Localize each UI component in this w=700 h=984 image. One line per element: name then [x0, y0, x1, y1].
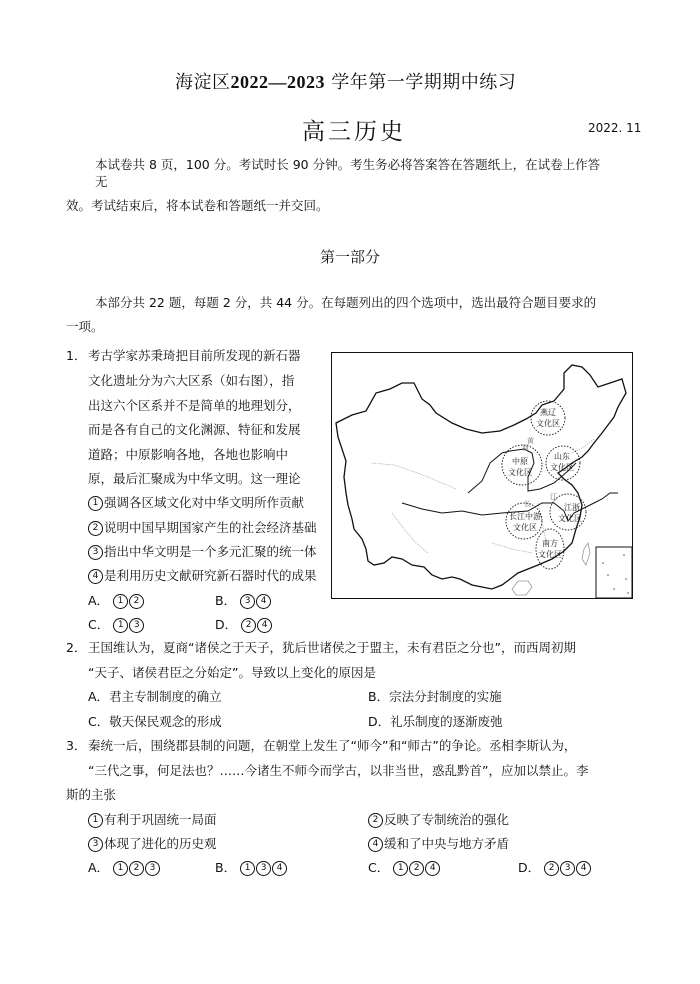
question-1-line: 而是各有自己的文化渊源、特征和发展: [88, 422, 301, 437]
choice-letter: A．: [88, 593, 110, 608]
circled-number: 1: [113, 594, 128, 609]
circled-number: 2: [241, 618, 256, 633]
choice-a[interactable]: [88, 687, 222, 705]
zone-label: 文化区: [558, 514, 582, 523]
exam-title-term: 学年第一学期期中练习: [325, 72, 517, 93]
instructions-line-3: 效。考试结束后，将本试卷和答题纸一并交回。: [66, 198, 329, 213]
circled-number: 4: [272, 861, 287, 876]
circled-number: 4: [256, 594, 271, 609]
circled-number: 3: [256, 861, 271, 876]
china-culture-zones-map: [331, 352, 633, 599]
circled-number: 3: [240, 594, 255, 609]
choice-text: 敬天保民观念的形成: [109, 714, 222, 729]
zone-label: 燕辽: [540, 408, 556, 417]
question-2-line: 王国维认为，夏商“诸侯之于天子，犹后世诸侯之于盟主，未有君臣之分也”，而西周初期: [88, 640, 576, 655]
statement-text: 反映了专制统治的强化: [384, 812, 510, 827]
zone-yanliao: [531, 401, 565, 435]
section-title: 第一部分: [320, 248, 381, 266]
statement-text: 有利于巩固统一局面: [104, 812, 217, 827]
statement-text: 缓和了中央与地方矛盾: [384, 836, 510, 851]
zone-label: 文化区: [513, 523, 537, 532]
statement-3: [88, 834, 217, 852]
circled-number: 1: [393, 861, 408, 876]
choice-letter: C．: [88, 617, 110, 632]
circled-number: 4: [368, 837, 383, 852]
choice-letter: D．: [215, 617, 238, 632]
choice-c[interactable]: [88, 712, 222, 730]
choice-text: 宗法分封制度的实施: [389, 689, 502, 704]
circled-number: 4: [257, 618, 272, 633]
choice-d[interactable]: [518, 858, 592, 876]
statement-1: [88, 493, 304, 511]
circled-number: 2: [409, 861, 424, 876]
section-intro-line-1: 本部分共 22 题，每题 2 分，共 44 分。在每题列出的四个选项中，选出最符合题目要求的: [95, 295, 597, 310]
choice-b[interactable]: [215, 858, 288, 876]
zone-nanfang: [536, 529, 564, 569]
statement-text: 体现了进化的历史观: [104, 836, 217, 851]
choice-letter: A．: [88, 689, 110, 704]
statement-4: [368, 834, 509, 852]
zone-label: 文化区: [536, 419, 560, 428]
choice-a[interactable]: [88, 858, 161, 876]
circled-number: 1: [88, 813, 103, 828]
circled-number: 2: [129, 861, 144, 876]
question-number: 1．: [66, 348, 87, 363]
circled-number: 3: [88, 837, 103, 852]
zone-label: 南方: [542, 539, 558, 548]
question-3-line: 秦统一后，围绕郡县制的问题，在朝堂上发生了“师今”和“师古”的争论。丞相李斯认为，: [88, 738, 577, 753]
circled-number: 1: [88, 496, 103, 511]
statement-text: 强调各区域文化对中华文明所作贡献: [104, 495, 305, 510]
circled-number: 3: [145, 861, 160, 876]
exam-title: [175, 68, 516, 94]
circled-number: 4: [88, 569, 103, 584]
question-1-line: 考古学家苏秉琦把目前所发现的新石器: [88, 348, 301, 363]
zone-label: 中原: [512, 457, 528, 466]
river-label: 江: [550, 493, 557, 501]
choice-letter: B．: [368, 689, 390, 704]
choice-d[interactable]: [368, 712, 503, 730]
statement-text: 是利用历史文献研究新石器时代的成果: [104, 568, 317, 583]
river-label: 黄: [527, 437, 534, 445]
circled-number: 1: [240, 861, 255, 876]
choice-letter: A．: [88, 860, 110, 875]
question-1-line: 出这六个区系并不是简单的地理划分，: [88, 398, 301, 413]
choice-letter: D．: [368, 714, 391, 729]
instructions-line-1: 本试卷共 8 页，100 分。考试时长 90 分钟。考生务必将答案答在答题纸上，在试卷上作答: [95, 157, 601, 172]
river-label: 长: [524, 500, 531, 508]
choice-letter: B．: [215, 860, 237, 875]
instructions-line-2: 无: [95, 174, 108, 189]
choice-b[interactable]: [368, 687, 502, 705]
question-1-line: 道路；中原影响各地，各地也影响中: [88, 447, 289, 462]
zone-label: 山东: [554, 452, 570, 461]
circled-number: 2: [544, 861, 559, 876]
map-svg: [332, 353, 632, 598]
choice-b[interactable]: [215, 591, 272, 609]
choice-letter: C．: [368, 860, 390, 875]
circled-number: 3: [129, 618, 144, 633]
statement-2: [88, 518, 317, 536]
circled-number: 1: [113, 618, 128, 633]
zone-label: 长江中游: [509, 512, 541, 521]
question-3-line: “三代之事，何足法也？……今诸生不师今而学古，以非当世，惑乱黔首”，应加以禁止。李: [88, 763, 589, 778]
circled-number: 2: [368, 813, 383, 828]
question-1-line: 文化遗址分为六大区系（如右图），指: [88, 373, 295, 388]
south-china-sea-inset: [596, 547, 632, 598]
zone-changjiang-zhongyou: [506, 503, 542, 539]
choice-d[interactable]: [215, 615, 273, 633]
choice-c[interactable]: [368, 858, 441, 876]
circled-number: 2: [88, 521, 103, 536]
circled-number: 1: [113, 861, 128, 876]
circled-number: 4: [576, 861, 591, 876]
choice-text: 君主专制制度的确立: [109, 689, 222, 704]
question-number: 3．: [66, 738, 87, 753]
zone-label: 文化区: [538, 550, 562, 559]
choice-text: 礼乐制度的逐渐废弛: [390, 714, 503, 729]
taiwan-island: [582, 543, 590, 565]
choice-letter: B．: [215, 593, 237, 608]
statement-3: [88, 542, 317, 560]
circled-number: 3: [88, 545, 103, 560]
question-1-line: 原，最后汇聚成为中华文明。这一理论: [88, 471, 301, 486]
choice-letter: C．: [88, 714, 110, 729]
circled-number: 2: [129, 594, 144, 609]
exam-subject: 高三历史: [302, 119, 406, 145]
exam-title-district: 海淀区: [175, 72, 231, 93]
statement-1: [88, 810, 217, 828]
question-3-line: 斯的主张: [66, 787, 117, 802]
statement-text: 说明中国早期国家产生的社会经济基础: [104, 520, 317, 535]
question-2-line: “天子、诸侯君臣之分始定”。导致以上变化的原因是: [88, 665, 376, 680]
statement-4: [88, 566, 317, 584]
exam-date: 2022. 11: [588, 121, 642, 135]
circled-number: 3: [560, 861, 575, 876]
hainan-island: [512, 581, 532, 595]
zone-label: 文化区: [508, 468, 532, 477]
exam-title-years: 2022—2023: [230, 72, 325, 92]
statement-2: [368, 810, 509, 828]
choice-letter: D．: [518, 860, 541, 875]
river-label: 河: [522, 444, 529, 452]
question-number: 2．: [66, 640, 87, 655]
statement-text: 指出中华文明是一个多元汇聚的统一体: [104, 544, 317, 559]
section-intro-line-2: 一项。: [66, 319, 104, 334]
choice-c[interactable]: [88, 615, 145, 633]
circled-number: 4: [425, 861, 440, 876]
zone-label: 文化区: [550, 463, 574, 472]
choice-a[interactable]: [88, 591, 145, 609]
zone-label: 江浙: [564, 503, 580, 512]
